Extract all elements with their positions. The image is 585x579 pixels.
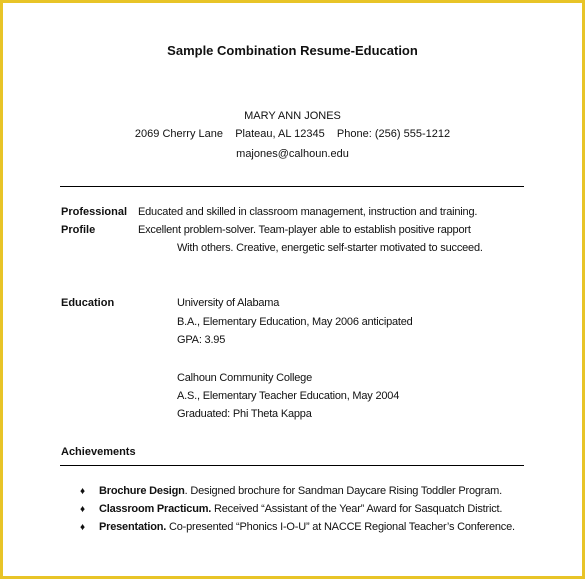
header-divider [60,186,524,187]
diamond-bullet-icon: ♦ [80,522,85,533]
achievement-title: Brochure Design [99,485,185,497]
profile-label-line2: Profile [61,224,96,236]
diamond-bullet-icon: ♦ [80,504,85,515]
profile-line: Excellent problem-solver. Team-player able to establish positive rapport [138,224,471,236]
education-line: University of Alabama [177,297,280,309]
achievement-text: . Designed brochure for Sandman Daycare Rising Toddler Program. [184,485,503,497]
achievement-item [80,521,515,533]
achievement-text: Co-presented “Phonics I-O-U” at NACCE Regional Teacher’s Conference. [166,521,515,533]
achievements-heading: Achievements [61,446,136,458]
education-line: Graduated: Phi Theta Kappa [177,408,312,420]
achievement-item [80,503,502,515]
profile-line: Educated and skilled in classroom management, instruction and training. [138,206,478,218]
achievement-title: Presentation. [99,521,167,533]
document-title: Sample Combination Resume-Education [167,43,418,58]
education-line: Calhoun Community College [177,372,313,384]
diamond-bullet-icon: ♦ [80,486,85,497]
contact-name: MARY ANN JONES [244,110,341,122]
achievements-divider [60,465,524,466]
education-line: B.A., Elementary Education, May 2006 anticipated [177,316,413,328]
achievement-title: Classroom Practicum. [99,503,212,515]
education-label: Education [61,297,115,309]
contact-email: majones@calhoun.edu [236,148,349,160]
profile-line: With others. Creative, energetic self-starter motivated to succeed. [177,242,483,254]
education-line: GPA: 3.95 [177,334,226,346]
achievement-text: Received “Assistant of the Year” Award for Sasquatch District. [211,503,503,515]
profile-label-line1: Professional [61,206,128,218]
achievement-item [80,485,502,497]
contact-address: 2069 Cherry Lane Plateau, AL 12345 Phone: (256) 555-1212 [134,128,451,140]
education-line: A.S., Elementary Teacher Education, May 2004 [177,390,400,402]
